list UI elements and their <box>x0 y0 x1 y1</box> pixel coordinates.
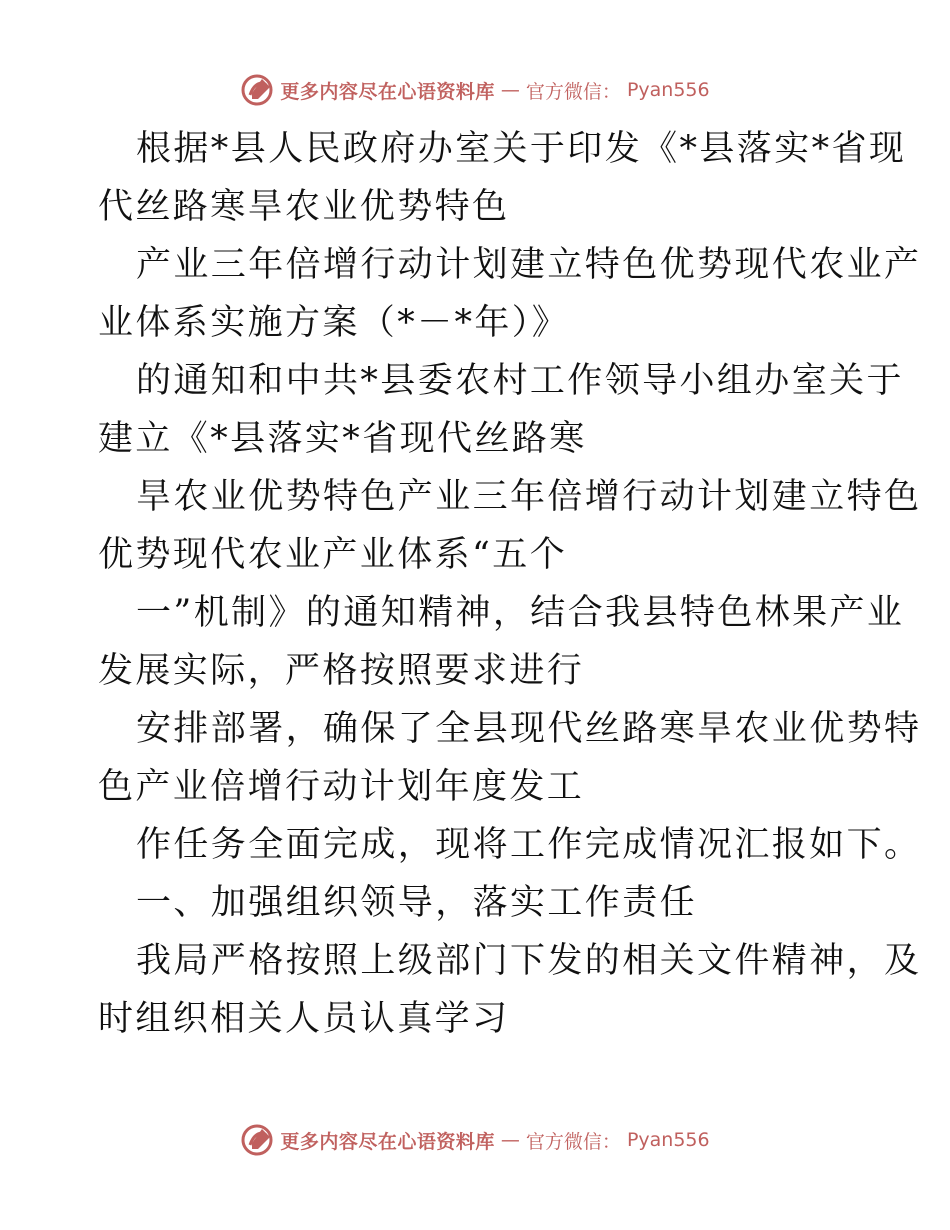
watermark-site-text: 更多内容尽在心语资料库 <box>280 80 495 103</box>
body-line: 根据*县人民政府办室关于印发《*县落实*省现 <box>136 129 907 169</box>
body-line: 色产业倍增行动计划年度发工 <box>98 767 585 807</box>
body-line: 发展实际，严格按照要求进行 <box>98 651 585 691</box>
body-line: 旱农业优势特色产业三年倍增行动计划建立特色 <box>136 477 922 517</box>
brand-logo-icon <box>240 1123 274 1157</box>
body-line: 优势现代农业产业体系“五个 <box>98 535 568 575</box>
body-line: 时组织相关人员认真学习 <box>98 999 510 1039</box>
body-line: 建立《*县落实*省现代丝路寒 <box>98 419 587 459</box>
watermark-wechat-id: Pyan556 <box>626 1129 710 1151</box>
watermark-header <box>0 72 950 108</box>
watermark-separator: — <box>500 79 520 101</box>
body-line: 代丝路寒旱农业优势特色 <box>98 187 510 227</box>
body-line: 一”机制》的通知精神，结合我县特色林果产业 <box>136 593 905 633</box>
watermark-wechat-label: 官方微信： <box>525 80 621 103</box>
body-line: 我局严格按照上级部门下发的相关文件精神，及 <box>136 941 922 981</box>
body-line: 业体系实施方案（*－*年）》 <box>98 303 570 343</box>
watermark-separator: — <box>500 1129 520 1151</box>
section-heading: 一、加强组织领导，落实工作责任 <box>136 883 698 923</box>
brand-logo-icon <box>240 73 274 107</box>
watermark-wechat-label: 官方微信： <box>525 1130 621 1153</box>
document-body <box>98 120 922 1048</box>
body-line: 产业三年倍增行动计划建立特色优势现代农业产 <box>136 245 922 285</box>
body-line: 作任务全面完成，现将工作完成情况汇报如下。 <box>136 825 922 865</box>
body-line: 的通知和中共*县委农村工作领导小组办室关于 <box>136 361 904 401</box>
watermark-site-text: 更多内容尽在心语资料库 <box>280 1130 495 1153</box>
body-line: 安排部署，确保了全县现代丝路寒旱农业优势特 <box>136 709 922 749</box>
watermark-footer <box>0 1122 950 1158</box>
watermark-wechat-id: Pyan556 <box>626 79 710 101</box>
